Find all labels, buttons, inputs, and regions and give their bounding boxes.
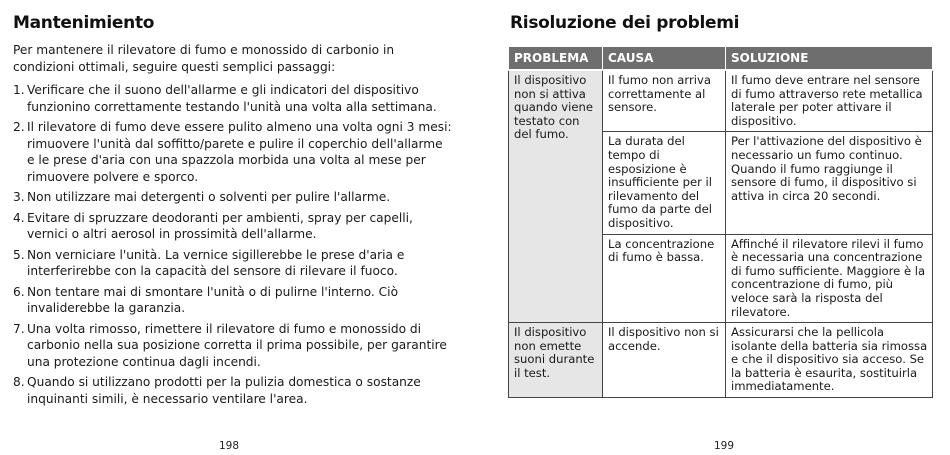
step-text: Il rilevatore di fumo deve essere pulito almeno una volta ogni 3 mesi: rimuovere l'unità dal soffitto/parete e pulire il coperchio dell'allarme e le prese d'aria con una spazzola morbida una volta al mese per rimuovere polvere e sporco.	[27, 120, 452, 184]
step-text: Una volta rimosso, rimettere il rilevatore di fumo e monossido di carbonio nella sua posizione corretta il prima possibile, per garantire una protezione continua dagli incendi.	[27, 321, 447, 369]
step-number: 8.	[13, 375, 25, 389]
list-item	[13, 321, 453, 371]
table-row	[509, 70, 933, 132]
step-text: Quando si utilizzano prodotti per la pulizia domestica o sostanze inquinanti simili, è necessario ventilare l'area.	[27, 375, 421, 406]
solution-cell: Il fumo deve entrare nel sensore di fumo attraverso rete metallica laterale per poter attivare il dispositivo.	[726, 70, 933, 132]
problem-cell: Il dispositivo non si attiva quando viene testato con del fumo.	[509, 70, 603, 323]
list-item	[13, 374, 453, 407]
step-number: 2.	[13, 120, 25, 134]
header-cause: CAUSA	[603, 47, 726, 71]
step-text: Evitare di spruzzare deodoranti per ambienti, spray per capelli, vernici o altri aerosol in prossimità dell'allarme.	[27, 210, 413, 241]
problem-cell: Il dispositivo non emette suoni durante il test.	[509, 323, 603, 398]
step-text: Verificare che il suono dell'allarme e gli indicatori del dispositivo funzionino correttamente testando l'unità una volta alla settimana.	[27, 83, 437, 114]
step-number: 1.	[13, 83, 25, 97]
solution-cell: Assicurarsi che la pellicola isolante della batteria sia rimossa e che il dispositivo sia acceso. Se la batteria è esaurita, sostituirla immediatamente.	[726, 323, 933, 398]
table-row	[509, 323, 933, 398]
solution-cell: Per l'attivazione del dispositivo è necessario un fumo continuo. Quando il fumo raggiunge il sensore di fumo, il dispositivo si attiva in circa 20 secondi.	[726, 132, 933, 234]
list-item	[13, 82, 453, 115]
maintenance-steps	[13, 82, 453, 411]
step-text: Non verniciare l'unità. La vernice sigillerebbe le prese d'aria e interferirebbe con la capacità del sensore di rilevare il fuoco.	[27, 247, 405, 278]
maintenance-intro: Per mantenere il rilevatore di fumo e monossido di carbonio in condizioni ottimali, seguire questi semplici passaggi:	[13, 43, 395, 74]
cause-cell: La durata del tempo di esposizione è insufficiente per il rilevamento del fumo da parte del dispositivo.	[603, 132, 726, 234]
solution-cell: Affinché il rilevatore rilevi il fumo è necessaria una concentrazione di fumo sufficiente. Maggiore è la concentrazione di fumo, più veloce sarà la risposta del rilevatore.	[726, 234, 933, 323]
step-number: 4.	[13, 210, 25, 225]
cause-cell: Il fumo non arriva correttamente al sensore.	[603, 70, 726, 132]
list-item	[13, 284, 453, 317]
header-solution: SOLUZIONE	[726, 47, 933, 71]
right-page	[475, 0, 950, 455]
cause-cell: La concentrazione di fumo è bassa.	[603, 234, 726, 323]
page-number: 198	[219, 440, 240, 452]
maintenance-heading: Mantenimiento	[13, 13, 155, 33]
troubleshooting-heading: Risoluzione dei problemi	[510, 13, 740, 33]
step-number: 3.	[13, 190, 25, 204]
step-text: Non tentare mai di smontare l'unità o di pulirne l'interno. Ciò invaliderebbe la garanzia.	[27, 284, 399, 315]
table-header-row	[509, 47, 933, 71]
list-item	[13, 247, 453, 280]
list-item	[13, 189, 453, 206]
header-problem: PROBLEMA	[509, 47, 603, 71]
step-text: Non utilizzare mai detergenti o solventi per pulire l'allarme.	[27, 190, 391, 204]
list-item	[13, 210, 453, 243]
cause-cell: Il dispositivo non si accende.	[603, 323, 726, 398]
page-number: 199	[714, 440, 735, 452]
step-number: 5.	[13, 247, 25, 262]
step-number: 7.	[13, 321, 25, 336]
troubleshooting-table	[508, 46, 933, 398]
list-item	[13, 119, 453, 185]
step-number: 6.	[13, 284, 25, 299]
